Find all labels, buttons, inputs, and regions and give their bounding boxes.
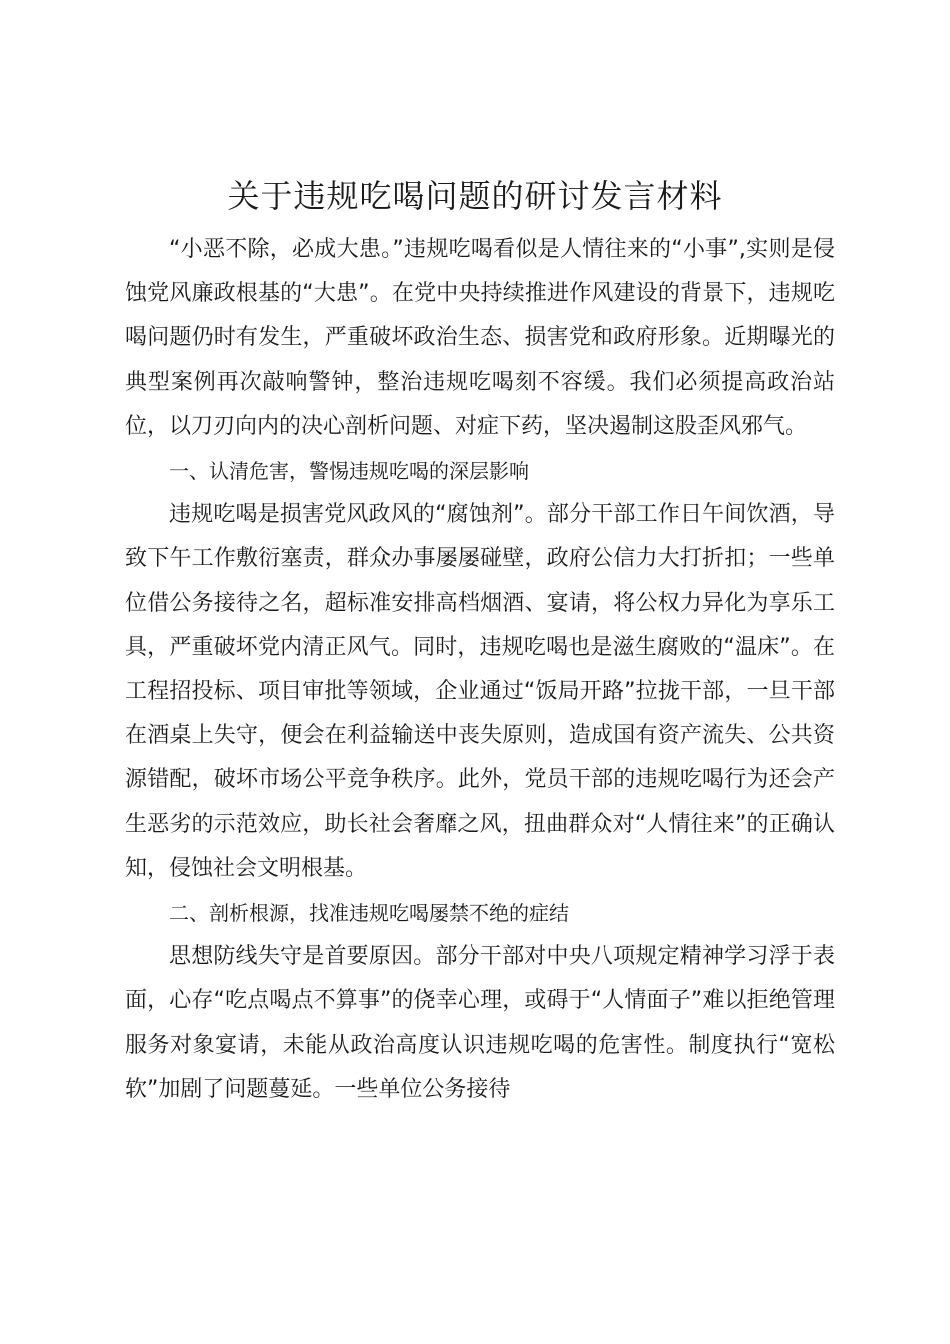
- section-heading-2: 二、剖析根源，找准违规吃喝屡禁不绝的症结: [169, 901, 569, 926]
- section-heading-1: 一、认清危害，警惕违规吃喝的深层影响: [169, 459, 529, 484]
- section-1-paragraph: 违规吃喝是损害党风政风的“腐蚀剂”。部分干部工作日午间饮酒，导致下午工作敷衍塞责，群众办事屡屡碰壁，政府公信力大打折扣；一些单位借公务接待之名，超标准安排高档烟酒、宴请，将公权力异化为享乐工具，严重破坏党内清正风气。同时，违规吃喝也是滋生腐败的“温床”。在工程招投标、项目审批等领域，企业通过“饭局开路”拉拢干部，一旦干部在酒桌上失守，便会在利益输送中丧失原则，造成国有资产流失、公共资源错配，破坏市场公平竞争秩序。此外，党员干部的违规吃喝行为还会产生恶劣的示范效应，助长社会奢靡之风，扭曲群众对“人情往来”的正确认知，侵蚀社会文明根基。: [125, 502, 835, 881]
- section-2-paragraph: 思想防线失守是首要原因。部分干部对中央八项规定精神学习浮于表面，心存“吃点喝点不算事”的侥幸心理，或碍于“人情面子”难以拒绝管理服务对象宴请，未能从政治高度认识违规吃喝的危害性。制度执行“宽松软”加剧了问题蔓延。一些单位公务接待: [125, 944, 835, 1102]
- intro-paragraph: “小恶不除，必成大患。”违规吃喝看似是人情往来的“小事”,实则是侵蚀党风廉政根基的“大患”。在党中央持续推进作风建设的背景下，违规吃喝问题仍时有发生，严重破坏政治生态、损害党和政府形象。近期曝光的典型案例再次敲响警钟，整治违规吃喝刻不容缓。我们必须提高政治站位，以刀刃向内的决心剖析问题、对症下药，坚决遏制这股歪风邪气。: [125, 237, 835, 439]
- document-body: [125, 228, 835, 1112]
- document-title: 关于违规吃喝问题的研讨发言材料: [227, 177, 723, 215]
